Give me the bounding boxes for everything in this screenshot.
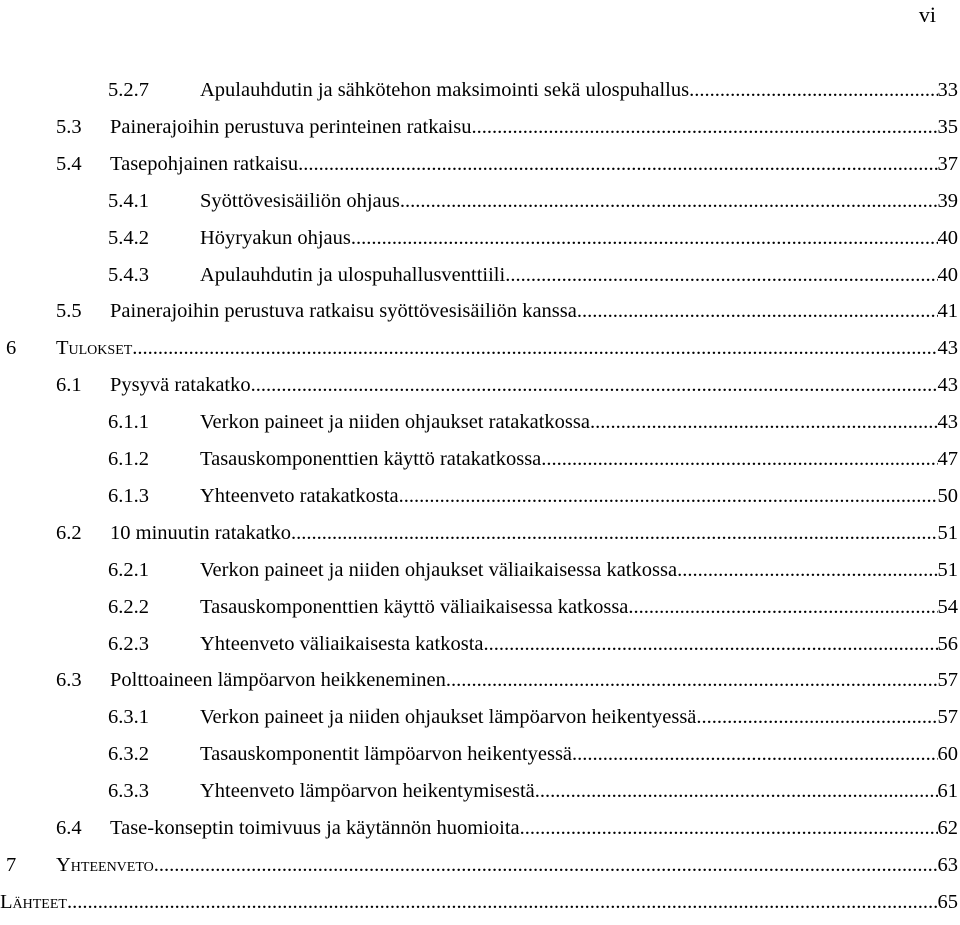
toc-entry[interactable] — [0, 151, 958, 177]
toc-entry[interactable] — [0, 704, 958, 730]
toc-entry-number: 5.3 — [56, 115, 82, 138]
toc-entry-title: Painerajoihin perustuva ratkaisu syöttövesisäiliön kanssa — [110, 300, 577, 323]
dot-leader — [572, 741, 937, 767]
dot-leader — [154, 852, 938, 878]
toc-entry-page: 40 — [937, 263, 958, 286]
toc-entry[interactable] — [0, 335, 958, 361]
toc-entry-number: 5.4.2 — [108, 226, 149, 249]
toc-entry[interactable] — [0, 815, 958, 841]
toc-entry-page: 51 — [937, 558, 958, 581]
dot-leader — [471, 114, 937, 140]
toc-entry-page: 57 — [937, 706, 958, 729]
toc-entry-number: 7 — [6, 853, 17, 876]
dot-leader — [251, 372, 938, 398]
toc-entry-page: 61 — [937, 780, 958, 803]
toc-entry-page: 54 — [937, 595, 958, 618]
toc-entry-title: Tulokset — [56, 337, 133, 360]
toc-entry-page: 35 — [937, 115, 958, 138]
toc-entry-number: 5.4 — [56, 152, 82, 175]
dot-leader — [67, 889, 938, 915]
toc-entry-title: Höyryakun ohjaus — [200, 226, 351, 249]
dot-leader — [400, 188, 938, 214]
toc-entry-title: Pysyvä ratakatko — [110, 374, 251, 397]
toc-entry-title: Lähteet — [0, 890, 67, 913]
toc-entry-page: 47 — [937, 448, 958, 470]
toc-entry[interactable] — [0, 298, 958, 324]
toc-entry[interactable] — [0, 667, 958, 693]
toc-entry-number: 6.2.1 — [108, 558, 149, 581]
toc-entry[interactable] — [0, 520, 958, 546]
toc-entry[interactable] — [0, 741, 958, 767]
toc-entry-title: Verkon paineet ja niiden ohjaukset väliaikaisessa katkossa — [200, 558, 678, 581]
toc-entry-number: 6 — [6, 337, 17, 360]
dot-leader — [696, 704, 937, 730]
toc-entry-title: Verkon paineet ja niiden ohjaukset ratakatkossa — [200, 411, 590, 434]
toc-entry[interactable] — [0, 778, 958, 804]
dot-leader — [535, 778, 938, 804]
toc-entry-title: Polttoaineen lämpöarvon heikkeneminen — [110, 669, 446, 692]
toc-entry-page: 43 — [937, 411, 958, 434]
toc-entry-title: Tasauskomponentit lämpöarvon heikentyessä — [200, 743, 573, 766]
toc-entry-number: 6.1.1 — [108, 411, 149, 434]
dot-leader — [689, 77, 937, 103]
toc-entry[interactable] — [0, 372, 958, 398]
toc-entry[interactable] — [0, 409, 958, 435]
toc-entry-number: 6.1.3 — [108, 484, 149, 507]
toc-entry-title: Painerajoihin perustuva perinteinen ratkaisu — [110, 115, 472, 138]
dot-leader — [351, 225, 938, 251]
dot-leader — [505, 262, 937, 288]
toc-entry-number: 5.5 — [56, 300, 82, 323]
toc-entry-title: 10 minuutin ratakatko — [110, 521, 292, 544]
toc-entry-page: 43 — [937, 374, 958, 397]
toc-entry[interactable] — [0, 262, 958, 288]
dot-leader — [541, 446, 937, 472]
toc-entry-title: Yhteenveto lämpöarvon heikentymisestä — [200, 780, 535, 803]
toc-entry-page: 41 — [937, 300, 958, 323]
toc-entry-number: 6.1.2 — [108, 448, 149, 470]
toc-entry-number: 6.3.2 — [108, 743, 149, 766]
toc-entry-title: Tasauskomponenttien käyttö ratakatkossa — [200, 448, 542, 470]
toc-entry-page: 43 — [937, 337, 958, 360]
toc-entry-number: 6.3.1 — [108, 706, 149, 729]
dot-leader — [484, 631, 938, 657]
dot-leader — [677, 557, 937, 583]
toc-entry-number: 5.4.3 — [108, 263, 149, 286]
toc-entry-number: 5.4.1 — [108, 189, 149, 212]
toc-entry[interactable] — [0, 483, 958, 509]
toc-entry-number: 6.1 — [56, 374, 82, 397]
toc-entry-page: 39 — [937, 189, 958, 212]
toc-entry-title: Yhteenveto ratakatkosta — [200, 484, 399, 507]
toc-entry-page: 63 — [937, 853, 958, 876]
toc-entry[interactable] — [0, 225, 958, 251]
toc-entry-title: Tase-konseptin toimivuus ja käytännön huomioita — [110, 817, 520, 839]
toc-entry-page: 56 — [937, 632, 958, 655]
toc-entry-number: 6.4 — [56, 817, 82, 839]
page-number: vi — [918, 2, 936, 27]
toc-entry-title: Apulauhdutin ja ulospuhallusventtiili — [200, 263, 506, 286]
toc-entry[interactable] — [0, 852, 958, 878]
dot-leader — [132, 335, 937, 361]
dot-leader — [291, 520, 937, 546]
toc-entry-page: 33 — [937, 79, 958, 101]
toc-entry-title: Yhteenveto — [56, 853, 154, 876]
toc-entry-number: 6.2.2 — [108, 595, 149, 618]
toc-entry[interactable] — [0, 631, 958, 657]
toc-entry-page: 57 — [937, 669, 958, 692]
toc-entry-number: 6.2.3 — [108, 632, 149, 655]
toc-entry-page: 37 — [937, 152, 958, 175]
toc-entry[interactable] — [0, 77, 958, 103]
dot-leader — [298, 151, 937, 177]
toc-entry-title: Yhteenveto väliaikaisesta katkosta — [200, 632, 484, 655]
dot-leader — [399, 483, 938, 509]
toc-entry-title: Apulauhdutin ja sähkötehon maksimointi sekä ulospuhallus — [200, 79, 690, 101]
toc-entry[interactable] — [0, 188, 958, 214]
toc-entry-page: 40 — [937, 226, 958, 249]
toc-entry-title: Tasauskomponenttien käyttö väliaikaisessa katkossa — [200, 595, 629, 618]
toc-entry-page: 60 — [937, 743, 958, 766]
dot-leader — [446, 667, 938, 693]
toc-entry[interactable] — [0, 114, 958, 140]
toc-entry-title: Verkon paineet ja niiden ohjaukset lämpöarvon heikentyessä — [200, 706, 697, 729]
toc-entry-page: 65 — [937, 890, 958, 913]
toc-entry-page: 50 — [937, 484, 958, 507]
toc-entry-number: 6.3 — [56, 669, 82, 692]
dot-leader — [520, 815, 938, 841]
toc-entry-page: 62 — [937, 817, 958, 839]
toc-entry[interactable] — [0, 594, 958, 620]
dot-leader — [628, 594, 937, 620]
toc-entry-title: Syöttövesisäiliön ohjaus — [200, 189, 400, 212]
toc-entry-title: Tasepohjainen ratkaisu — [110, 152, 299, 175]
toc-entry[interactable] — [0, 446, 958, 472]
toc-entry-page: 51 — [937, 521, 958, 544]
toc-entry-number: 6.3.3 — [108, 780, 149, 803]
dot-leader — [590, 409, 938, 435]
dot-leader — [577, 298, 938, 324]
toc-entry[interactable] — [0, 557, 958, 583]
toc-entry[interactable] — [0, 889, 958, 915]
toc-entry-number: 5.2.7 — [108, 79, 149, 101]
toc-entry-number: 6.2 — [56, 521, 82, 544]
